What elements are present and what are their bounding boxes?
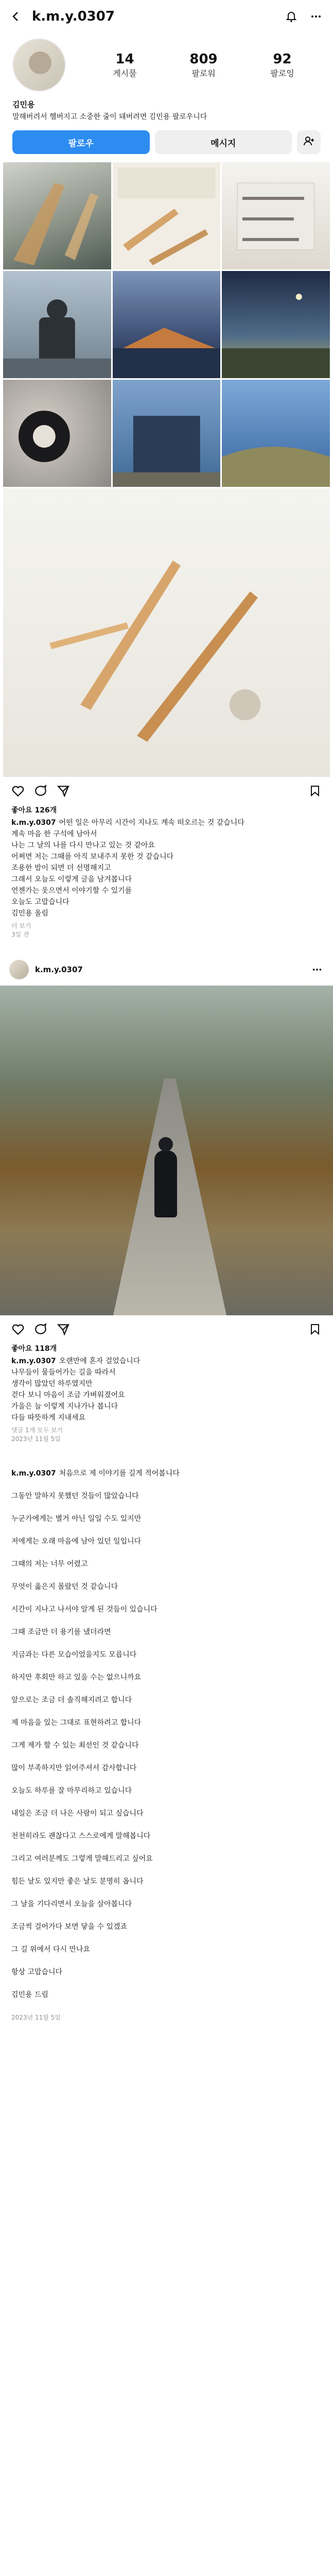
more-options-icon[interactable]: [309, 10, 323, 23]
grid-post-thumbnail[interactable]: [222, 271, 330, 378]
view-comments-link[interactable]: 댓글 1개 모두 보기: [11, 1427, 63, 1434]
divider: [0, 1446, 333, 1458]
add-person-icon: [303, 135, 314, 149]
comment-icon[interactable]: [34, 784, 47, 798]
follow-button[interactable]: 팔로우: [12, 130, 150, 154]
grid-post-thumbnail[interactable]: [3, 271, 111, 378]
caption-line: 김민용 올림: [11, 909, 49, 918]
more-link[interactable]: 더 보기: [11, 922, 31, 929]
comment-line: 누군가에게는 별거 아닌 일일 수도 있지만: [11, 1515, 142, 1523]
profile-avatar[interactable]: [12, 38, 66, 92]
stat-followers[interactable]: [189, 52, 217, 79]
grid-post-thumbnail[interactable]: [113, 380, 221, 487]
comment-line: 시간이 지나고 나서야 알게 된 것들이 있습니다: [11, 1605, 157, 1614]
comment-line: 천천히라도 괜찮다고 스스로에게 말해봅니다: [11, 1832, 151, 1840]
comment-line: 그 날을 기다리면서 오늘을 살아봅니다: [11, 1900, 132, 1908]
comment-line: 그게 제가 할 수 있는 최선인 것 같습니다: [11, 1741, 139, 1750]
comment-date: 2023년 11월 5일: [11, 2014, 61, 2021]
comment-line: 처음으로 제 이야기를 길게 적어봅니다: [59, 1469, 180, 1478]
caption-line: 오랜만에 혼자 걸었습니다: [59, 1357, 141, 1365]
share-icon[interactable]: [57, 784, 70, 798]
profile-actions: [0, 122, 333, 162]
caption-line: 어쩌면 저는 그때를 아직 보내주지 못한 것 같습니다: [11, 853, 174, 861]
comment-line: 조금씩 걸어가다 보면 닿을 수 있겠죠: [11, 1923, 128, 1931]
heart-icon[interactable]: [11, 784, 25, 798]
post-caption: [0, 815, 333, 919]
comment-line: 무엇이 옳은지 몰랐던 것 같습니다: [11, 1583, 118, 1591]
profile-stats: [86, 52, 321, 79]
caption-line: 언젠가는 웃으면서 이야기할 수 있기를: [11, 887, 132, 895]
comment-line: 내일은 조금 더 나은 사람이 되고 싶습니다: [11, 1809, 144, 1818]
caption-line: 계속 마음 한 구석에 남아서: [11, 830, 97, 838]
post-meta: [0, 919, 333, 941]
caption-username[interactable]: k.m.y.0307: [11, 1357, 56, 1365]
long-comment: [0, 1458, 333, 2033]
featured-post-image[interactable]: [3, 488, 330, 777]
comment-line: 그때 조금만 더 용기를 냈더라면: [11, 1628, 111, 1636]
likes-count[interactable]: 좋아요 126개: [11, 806, 57, 815]
comment-line: 제 마음을 있는 그대로 표현하려고 합니다: [11, 1719, 142, 1727]
top-bar: [0, 0, 333, 33]
comment-line: 항상 고맙습니다: [11, 1968, 63, 1976]
profile-username: k.m.y.0307: [32, 9, 115, 24]
post-author-username[interactable]: k.m.y.0307: [35, 965, 83, 974]
comment-line: 김민용 드림: [11, 1991, 49, 1999]
caption-line: 가을은 늘 이렇게 지나가나 봅니다: [11, 1402, 118, 1411]
comment-icon[interactable]: [34, 1323, 47, 1336]
caption-line: 생각이 많았던 하루였지만: [11, 1380, 93, 1388]
comment-username[interactable]: k.m.y.0307: [11, 1469, 56, 1478]
bio-text: 말해버려서 헬버지고 소중한 줄이 돼버려면 김민용 팔로우니다: [12, 113, 207, 121]
bookmark-icon[interactable]: [308, 784, 322, 798]
stat-label: 팔로워: [191, 68, 216, 78]
notification-bell-icon[interactable]: [285, 10, 298, 23]
post-header: [0, 954, 333, 986]
post-author-avatar[interactable]: [9, 960, 29, 979]
comment-line: 그 길 위에서 다시 만나요: [11, 1945, 91, 1954]
grid-post-thumbnail[interactable]: [222, 162, 330, 269]
caption-line: 나무들이 물들어가는 길을 따라서: [11, 1368, 116, 1377]
stat-posts[interactable]: [113, 52, 136, 79]
stat-following[interactable]: [270, 52, 294, 79]
post-actions-bar: [0, 1315, 333, 1343]
post-actions-bar: [0, 777, 333, 805]
bookmark-icon[interactable]: [308, 1323, 322, 1336]
grid-post-thumbnail[interactable]: [3, 162, 111, 269]
post-options-icon[interactable]: [310, 963, 324, 976]
message-button[interactable]: 메시지: [155, 130, 292, 154]
comment-line: 많이 부족하지만 읽어주셔서 감사합니다: [11, 1764, 137, 1772]
comment-line: 그리고 여러분께도 그렇게 말해드리고 싶어요: [11, 1855, 153, 1863]
post-date: 3일 전: [11, 931, 29, 938]
post-meta: [0, 1423, 333, 1446]
photo-person: [154, 1150, 177, 1217]
share-icon[interactable]: [57, 1323, 70, 1336]
comment-line: 하지만 후회만 하고 있을 수는 없으니까요: [11, 1673, 142, 1682]
caption-line: 조용한 밤이 되면 더 선명해지고: [11, 864, 111, 872]
profile-bio: [0, 95, 333, 122]
caption-line: 어떤 일은 아무리 시간이 지나도 계속 떠오르는 것 같습니다: [59, 819, 244, 827]
grid-post-thumbnail[interactable]: [113, 162, 221, 269]
suggested-users-button[interactable]: [297, 130, 321, 154]
caption-line: 나는 그 날의 나를 다시 만나고 있는 것 같아요: [11, 841, 155, 850]
stat-value: 14: [115, 51, 134, 67]
caption-line: 그래서 오늘도 이렇게 글을 남겨봅니다: [11, 875, 132, 884]
grid-post-thumbnail[interactable]: [222, 380, 330, 487]
comment-line: 앞으로는 조금 더 솔직해지려고 합니다: [11, 1696, 132, 1704]
stat-value: 809: [189, 51, 218, 67]
posts-grid: [0, 162, 333, 777]
post-photo[interactable]: [0, 986, 333, 1315]
comment-line: 지금과는 다른 모습이었을지도 모릅니다: [11, 1651, 137, 1659]
post-caption: [0, 1353, 333, 1423]
comment-line: 오늘도 하루를 잘 마무리하고 있습니다: [11, 1787, 132, 1795]
caption-username[interactable]: k.m.y.0307: [11, 819, 56, 827]
comment-line: 그동안 말하지 못했던 것들이 많았습니다: [11, 1492, 139, 1500]
profile-name: 김민용: [12, 100, 35, 109]
stat-label: 게시물: [113, 68, 137, 78]
heart-icon[interactable]: [11, 1323, 25, 1336]
comment-line: 저에게는 오래 마음에 남아 있던 일입니다: [11, 1537, 142, 1546]
back-arrow-icon[interactable]: [10, 11, 22, 22]
caption-line: 오늘도 고맙습니다: [11, 898, 69, 906]
caption-line: 다들 따뜻하게 지내세요: [11, 1414, 86, 1422]
comment-line: 그때의 저는 너무 어렸고: [11, 1560, 88, 1568]
grid-post-thumbnail[interactable]: [3, 380, 111, 487]
grid-post-thumbnail[interactable]: [113, 271, 221, 378]
likes-count[interactable]: 좋아요 118개: [11, 1345, 57, 1353]
comment-line: 힘든 날도 있지만 좋은 날도 분명히 옵니다: [11, 1877, 144, 1886]
post-date: 2023년 11월 5일: [11, 1435, 61, 1443]
caption-line: 걷다 보니 마음이 조금 가벼워졌어요: [11, 1391, 125, 1399]
divider: [0, 941, 333, 954]
profile-summary: [0, 33, 333, 95]
stat-label: 팔로잉: [270, 68, 294, 78]
header-actions: [285, 10, 323, 23]
stat-value: 92: [273, 51, 292, 67]
